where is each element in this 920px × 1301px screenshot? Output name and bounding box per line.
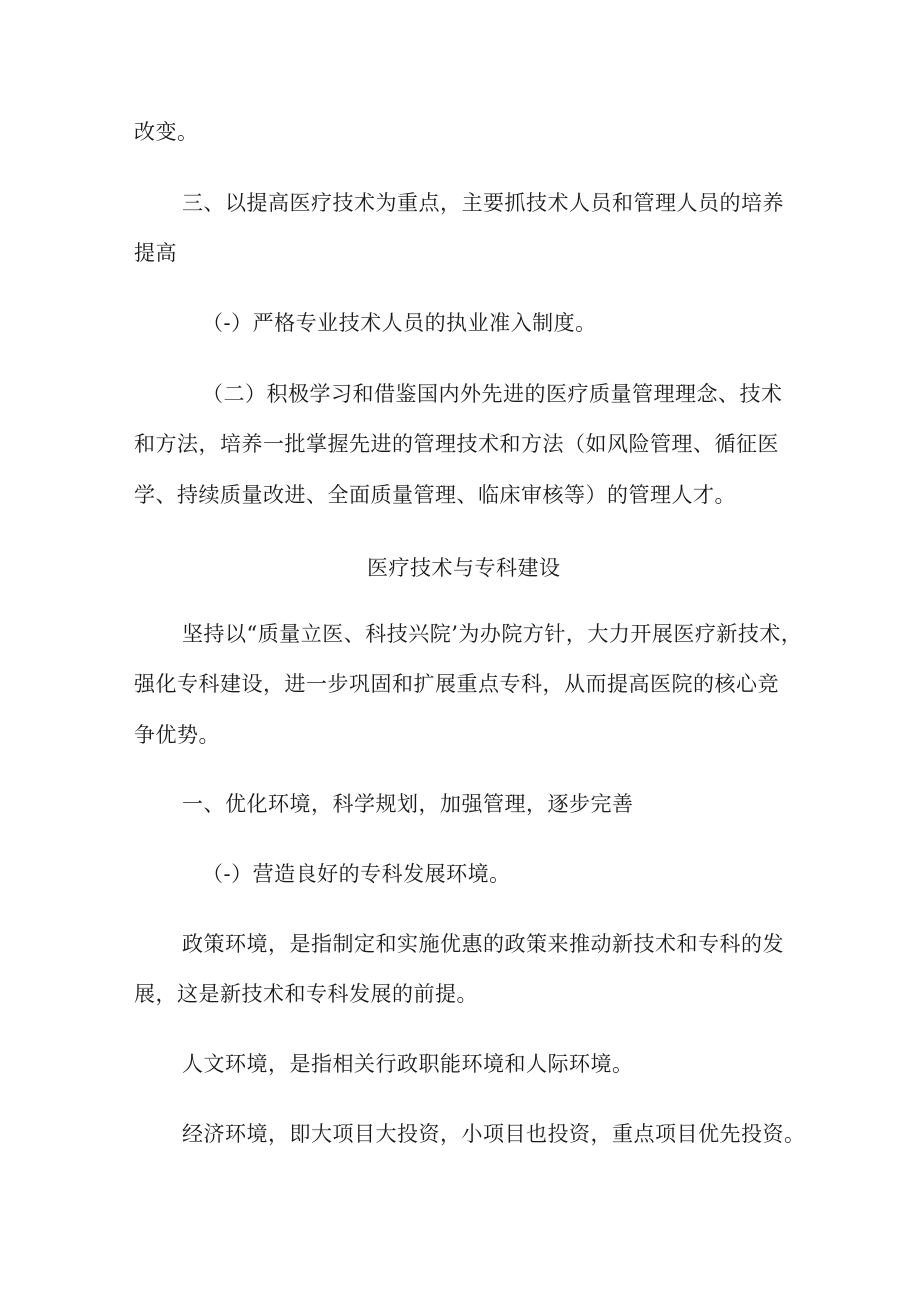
section-heading: 三、以提高医疗技术为重点，主要抓技术人员和管理人员的培养 (182, 191, 784, 215)
text-line: 和方法，培养一批掌握先进的管理技术和方法（如风险管理、循征医 (134, 432, 779, 456)
text-line: 强化专科建设，进一步巩固和扩展重点专科，从而提高医院的核心竞 (134, 672, 779, 696)
text-line: 改变。 (134, 120, 199, 144)
text-line: 展，这是新技术和专科发展的前提。 (134, 982, 478, 1006)
section-heading: 一、优化环境，科学规划，加强管理，逐步完善 (182, 792, 634, 816)
paragraph: 坚持以“质量立医、科技兴院’为办院方针，大力开展医疗新技术， (182, 622, 803, 646)
subsection-item: （-）营造良好的专科发展环境。 (202, 862, 511, 886)
text-line: 提高 (134, 241, 177, 265)
paragraph: 政策环境，是指制定和实施优惠的政策来推动新技术和专科的发 (182, 932, 784, 956)
paragraph: 人文环境，是指相关行政职能环境和人际环境。 (182, 1052, 634, 1076)
paragraph: 经济环境，即大项目大投资，小项目也投资，重点项目优先投资。 (182, 1122, 806, 1146)
subsection-item: （-）严格专业技术人员的执业准入制度。 (202, 311, 597, 335)
text-line: 学、持续质量改进、全面质量管理、临床审核等）的管理人才。 (134, 483, 736, 507)
chapter-title: 医疗技术与专科建设 (367, 556, 561, 580)
text-line: 争优势。 (134, 723, 220, 747)
subsection-item: （二）积极学习和借鉴国内外先进的医疗质量管理理念、技术 (202, 382, 783, 406)
